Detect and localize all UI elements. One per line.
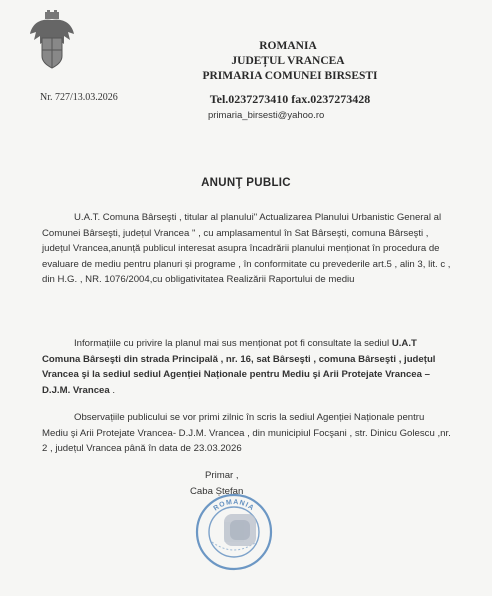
header-county: JUDEȚUL VRANCEA [231, 55, 345, 67]
paragraph-consultation-lead: Informațiile cu privire la planul mai sus menționat pot fi consultate la sediul [74, 338, 392, 349]
signer-title: Primar , [205, 470, 239, 481]
header-country: ROMANIA [259, 40, 317, 52]
stamp-text: ROMANIA [212, 498, 256, 513]
paragraph-consultation [42, 336, 452, 398]
header-phone: Tel.0237273410 fax.0237273428 [209, 92, 371, 106]
paragraph-intro: U.A.T. Comuna Bârseşti , titular al planului" Actualizarea Planului Urbanistic General al Comunei Bârseşti, județul Vrancea " , cu amplasamentul în Sat Bârseşti, comuna Bârseşti , județul Vrancea,anunță publicul interesat asupra încadrării planului menționat în procedura de evaluare de mediu pentru planuri și programe , în conformitate cu prevederile art.5 , alin 3, lit. c , din H.G. , NR. 1076/2004,cu obligativitatea Realizării Raportului de mediu [42, 212, 451, 286]
paragraph-consultation-address: U.A.T Comuna Bârseşti din strada Principală , nr. 16, sat Bârseşti , comuna Bârseşti , județul Vrancea şi la sediul sediul Agenției Naționale pentru Mediu şi Arii Protejate Vrancea – D.J.M. Vrancea [42, 338, 436, 396]
paragraph-consultation-tail: . [109, 384, 116, 396]
header-email: primaria_birsesti@yahoo.ro [208, 110, 325, 121]
signer-name: Caba Ștefan [190, 486, 244, 497]
registration-number: Nr. 727/13.03.2026 [40, 92, 118, 103]
signature-icon [222, 510, 258, 550]
document-title: ANUNŢ PUBLIC [201, 177, 291, 189]
coat-of-arms-icon [30, 10, 74, 70]
header-institution: PRIMARIA COMUNEI BIRSESTI [202, 70, 378, 82]
paragraph-observations: Observațiile publicului se vor primi zilnic în scris la sediul Agenției Naționale pentru Mediu şi Arii Protejate Vrancea- D.J.M. Vrancea , din municipiul Focşani , str. Dinicu Golescu ,nr. 2 , județul Vrancea până în data de 23.03.2026 [42, 412, 451, 455]
